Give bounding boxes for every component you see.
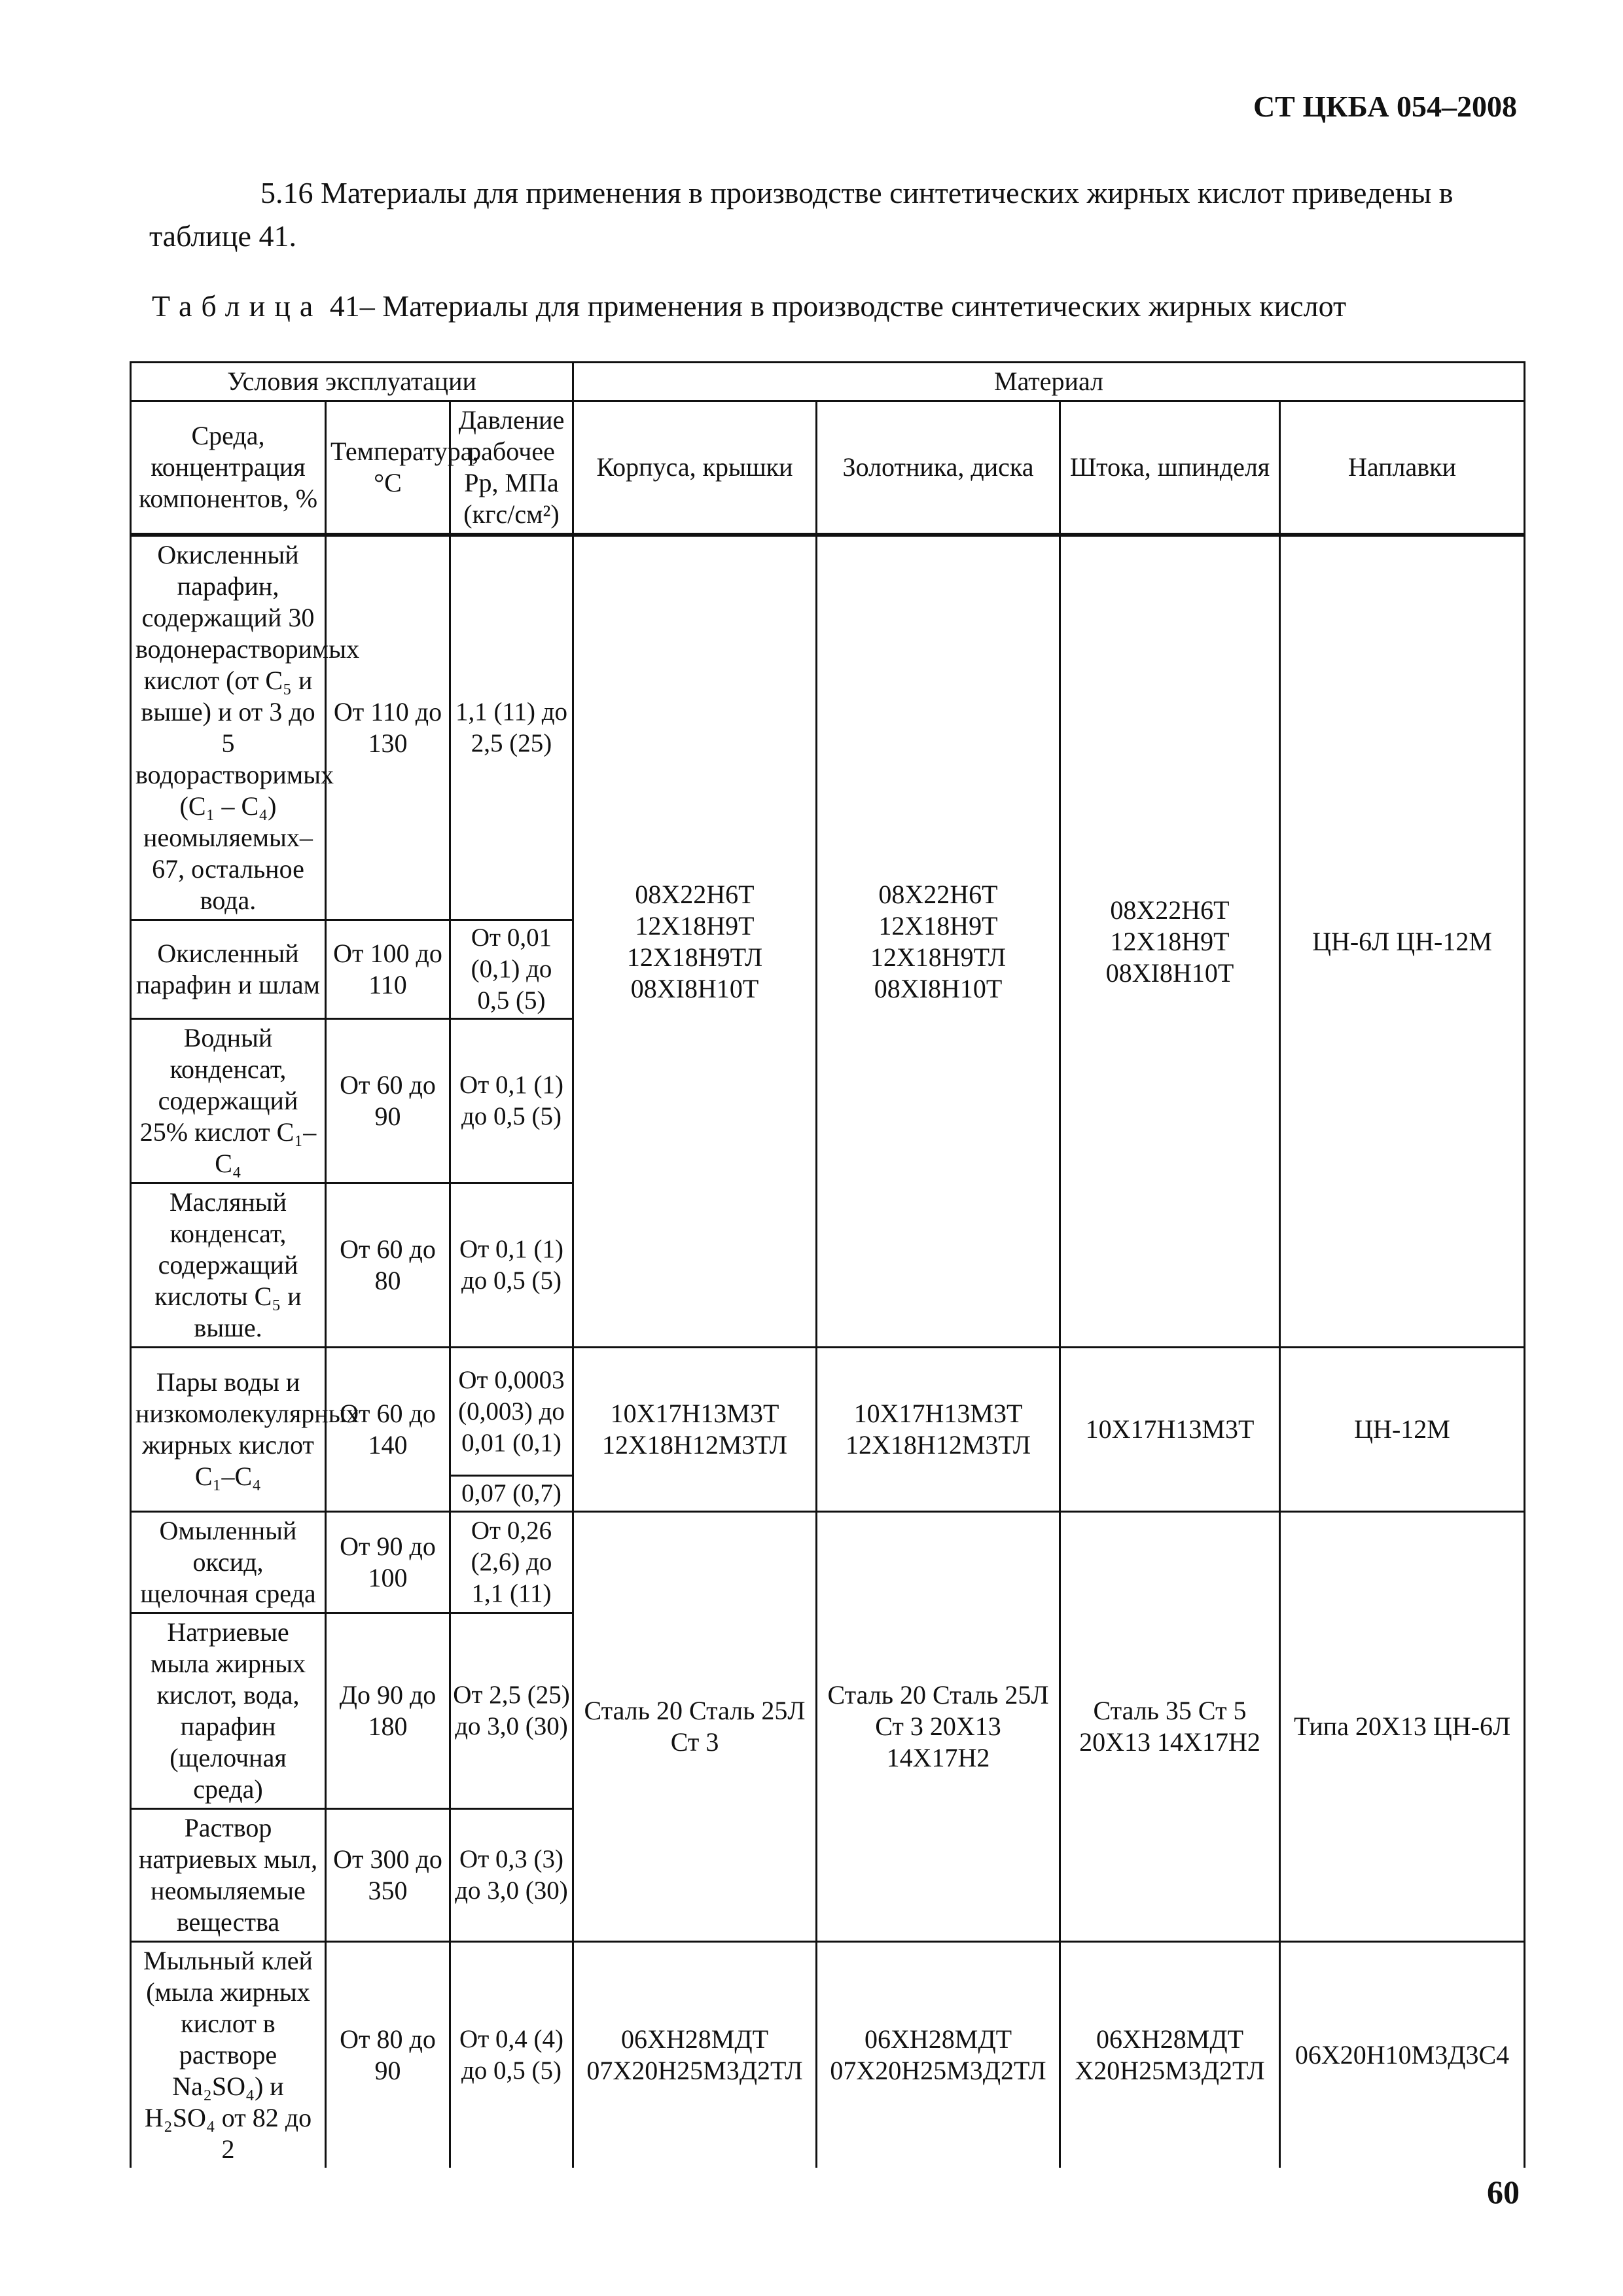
cell-medium: Раствор натриевых мыл, неомыляемые вещества bbox=[131, 1809, 326, 1942]
cell-pressure: От 0,01 (0,1) до 0,5 (5) bbox=[450, 920, 573, 1019]
column-header-hardfacing: Наплавки bbox=[1280, 401, 1525, 535]
cell-temperature: От 110 до 130 bbox=[326, 535, 450, 920]
cell-stem-material: 06ХН28МДТ Х20Н25М3Д2ТЛ bbox=[1060, 1942, 1280, 2168]
materials-table bbox=[130, 361, 1525, 2168]
cell-temperature: До 90 до 180 bbox=[326, 1613, 450, 1809]
cell-temperature: От 300 до 350 bbox=[326, 1809, 450, 1942]
cell-pressure: От 0,3 (3) до 3,0 (30) bbox=[450, 1809, 573, 1942]
cell-temperature: От 100 до 110 bbox=[326, 920, 450, 1019]
cell-pressure-extra: 0,07 (0,7) bbox=[450, 1476, 573, 1512]
table-column-header-row bbox=[131, 401, 1525, 535]
table-row bbox=[131, 1942, 1525, 2168]
cell-medium: Окисленный парафин и шлам bbox=[131, 920, 326, 1019]
cell-medium: Натриевые мыла жирных кислот, вода, парафин (щелочная среда) bbox=[131, 1613, 326, 1809]
cell-stem-material: Сталь 35 Ст 5 20Х13 14Х17Н2 bbox=[1060, 1512, 1280, 1942]
conditions-group-header: Условия эксплуатации bbox=[131, 363, 573, 401]
table-row bbox=[131, 1348, 1525, 1476]
cell-pressure: 1,1 (11) до 2,5 (25) bbox=[450, 535, 573, 920]
page-number: 60 bbox=[1487, 2174, 1520, 2210]
cell-medium: Омыленный оксид, щелочная среда bbox=[131, 1512, 326, 1613]
cell-temperature: От 90 до 100 bbox=[326, 1512, 450, 1613]
cell-spool-material: 10Х17Н13М3Т 12Х18Н12М3ТЛ bbox=[817, 1348, 1060, 1512]
cell-body-material: 10Х17Н13М3Т 12Х18Н12М3ТЛ bbox=[573, 1348, 817, 1512]
column-header-medium: Среда, концентрация компонентов, % bbox=[131, 401, 326, 535]
column-header-stem: Штока, шпинделя bbox=[1060, 401, 1280, 535]
table-group-header-row bbox=[131, 363, 1525, 401]
cell-pressure: От 0,0003 (0,003) до 0,01 (0,1) bbox=[450, 1348, 573, 1476]
cell-temperature: От 60 до 140 bbox=[326, 1348, 450, 1512]
cell-temperature: От 80 до 90 bbox=[326, 1942, 450, 2168]
cell-hardfacing-material: 06Х20Н10М3Д3С4 bbox=[1280, 1942, 1525, 2168]
cell-hardfacing-material: ЦН-6Л ЦН-12М bbox=[1280, 535, 1525, 1348]
cell-body-material: Сталь 20 Сталь 25Л Ст 3 bbox=[573, 1512, 817, 1942]
cell-spool-material: 06ХН28МДТ 07Х20Н25М3Д2ТЛ bbox=[817, 1942, 1060, 2168]
table-row bbox=[131, 1512, 1525, 1613]
cell-pressure: От 0,1 (1) до 0,5 (5) bbox=[450, 1183, 573, 1348]
cell-medium: Масляный конденсат, содержащий кислоты С₅ и выше. bbox=[131, 1183, 326, 1348]
table-caption-text: 41– Материалы для применения в производстве синтетических жирных кислот bbox=[322, 289, 1347, 323]
cell-temperature: От 60 до 80 bbox=[326, 1183, 450, 1348]
table-row bbox=[131, 535, 1525, 920]
cell-medium: Пары воды и низкомолекулярных жирных кислот С₁–С₄ bbox=[131, 1348, 326, 1512]
cell-pressure: От 0,26 (2,6) до 1,1 (11) bbox=[450, 1512, 573, 1613]
cell-medium: Водный конденсат, содержащий 25% кислот С₁–С₄ bbox=[131, 1019, 326, 1183]
column-header-body: Корпуса, крышки bbox=[573, 401, 817, 535]
cell-stem-material: 10Х17Н13М3Т bbox=[1060, 1348, 1280, 1512]
cell-body-material: 06ХН28МДТ 07Х20Н25М3Д2ТЛ bbox=[573, 1942, 817, 2168]
column-header-spool: Золотника, диска bbox=[817, 401, 1060, 535]
cell-pressure: От 0,4 (4) до 0,5 (5) bbox=[450, 1942, 573, 2168]
cell-spool-material: Сталь 20 Сталь 25Л Ст 3 20Х13 14Х17Н2 bbox=[817, 1512, 1060, 1942]
material-group-header: Материал bbox=[573, 363, 1525, 401]
document-code: СТ ЦКБА 054–2008 bbox=[1253, 90, 1517, 123]
cell-body-material: 08Х22Н6Т 12Х18Н9Т 12Х18Н9ТЛ 08ХI8Н10Т bbox=[573, 535, 817, 1348]
cell-stem-material: 08Х22Н6Т 12Х18Н9Т 08ХI8Н10Т bbox=[1060, 535, 1280, 1348]
table-caption-label: Таблица bbox=[152, 289, 323, 323]
cell-pressure: От 2,5 (25) до 3,0 (30) bbox=[450, 1613, 573, 1809]
cell-medium: Окисленный парафин, содержащий 30 водонерастворимых кислот (от С₅ и выше) и от 3 до 5 водорастворимых (С₁ – С₄) неомыляемых– 67, остальное вода. bbox=[131, 535, 326, 920]
cell-hardfacing-material: Типа 20Х13 ЦН-6Л bbox=[1280, 1512, 1525, 1942]
column-header-pressure: Давление рабочее Рр, МПа (кгс/см²) bbox=[450, 401, 573, 535]
cell-pressure: От 0,1 (1) до 0,5 (5) bbox=[450, 1019, 573, 1183]
cell-hardfacing-material: ЦН-12М bbox=[1280, 1348, 1525, 1512]
cell-temperature: От 60 до 90 bbox=[326, 1019, 450, 1183]
cell-medium: Мыльный клей (мыла жирных кислот в растворе Na₂SO₄) и H₂SO₄ от 82 до 2 bbox=[131, 1942, 326, 2168]
column-header-temperature: Температура, °С bbox=[326, 401, 450, 535]
intro-paragraph: 5.16 Материалы для применения в производстве синтетических жирных кислот приведены в таблице 41. bbox=[149, 176, 1454, 253]
table-caption bbox=[152, 287, 1526, 326]
cell-spool-material: 08Х22Н6Т 12Х18Н9Т 12Х18Н9ТЛ 08ХI8Н10Т bbox=[817, 535, 1060, 1348]
